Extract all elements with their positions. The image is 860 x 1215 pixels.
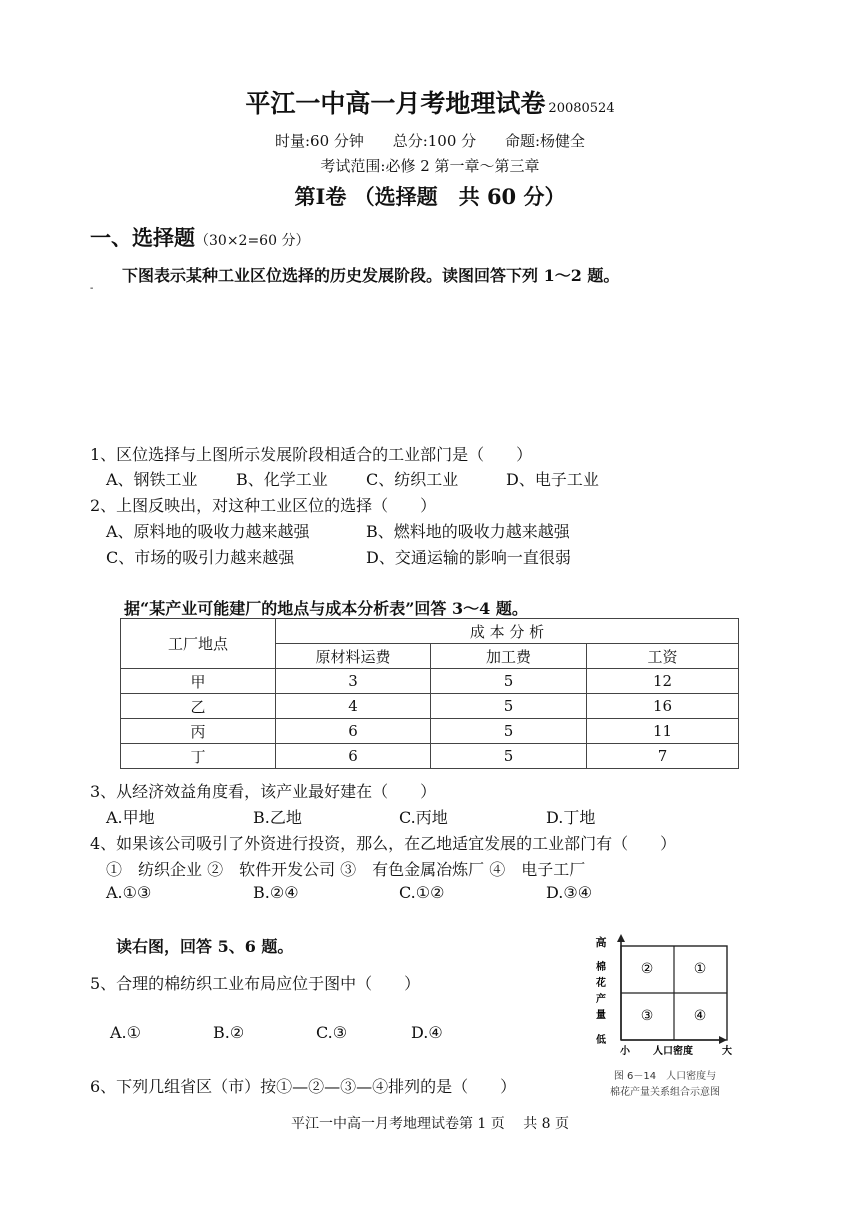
q5-option-c: C.③ (316, 1023, 348, 1042)
cell-wage: 16 (587, 694, 739, 719)
q4-option-b: B.②④ (253, 883, 299, 902)
y-label-char: 花 (596, 978, 606, 989)
exam-score: 总分:100 分 (392, 132, 477, 150)
y-label-char: 产 (596, 994, 606, 1005)
header-material: 原材料运费 (276, 644, 431, 669)
table-row (121, 719, 739, 744)
cell-wage: 11 (587, 719, 739, 744)
y-high-label: 高 (595, 936, 607, 949)
exam-author: 命题:杨健全 (504, 132, 585, 150)
intro-q5-6: 读右图，回答 5、6 题。 (116, 937, 294, 956)
cell-process: 5 (431, 719, 587, 744)
q4-stem: 4、如果该公司吸引了外资进行投资，那么，在乙地适宜发展的工业部门有（ ） (90, 834, 677, 853)
y-low-label: 低 (596, 1035, 606, 1046)
exam-meta (0, 130, 860, 151)
q4-option-c: C.①② (399, 883, 445, 902)
intro-q3-4: 据“某产业可能建厂的地点与成本分析表”回答 3～4 题。 (124, 599, 528, 618)
x-large-label: 大 (722, 1046, 732, 1057)
exam-date: 20080524 (548, 101, 615, 116)
figure-caption-line2: 棉花产量关系组合示意图 (610, 1087, 720, 1098)
intro-q1-2: 下图表示某种工业区位选择的历史发展阶段。读图回答下列 1～2 题。 (122, 266, 620, 285)
cost-analysis-table (120, 618, 739, 769)
q3-option-a: A.甲地 (106, 808, 155, 827)
header-cost: 成 本 分 析 (276, 619, 739, 644)
q1-option-a: A、钢铁工业 (106, 470, 198, 489)
header-process: 加工费 (431, 644, 587, 669)
q1-option-d: D、电子工业 (506, 470, 599, 489)
q2-stem: 2、上图反映出，对这种工业区位的选择（ ） (90, 496, 437, 515)
q4-option-d: D.③④ (546, 883, 593, 902)
part-title: 第Ⅰ卷 （选择题 共 60 分） (294, 184, 566, 209)
q5-stem: 5、合理的棉纺织工业布局应位于图中（ ） (90, 974, 421, 993)
cell-site: 乙 (121, 694, 276, 719)
q5-option-a: A.① (110, 1023, 141, 1042)
q5-option-d: D.④ (411, 1023, 443, 1042)
y-label-char: 棉 (596, 962, 606, 973)
cell-process: 5 (431, 669, 587, 694)
x-axis-label: 人口密度 (653, 1046, 693, 1057)
cell-1: ① (693, 961, 707, 977)
q3-option-c: C.丙地 (399, 808, 448, 827)
table-row (121, 694, 739, 719)
cell-process: 5 (431, 694, 587, 719)
exam-title (0, 84, 860, 120)
y-label-char: 量 (596, 1010, 606, 1021)
cell-material: 3 (276, 669, 431, 694)
figure-caption-line1: 图 6－14 人口密度与 (613, 1071, 717, 1082)
cell-4: ④ (693, 1008, 707, 1024)
cell-wage: 12 (587, 669, 739, 694)
q1-option-c: C、纺织工业 (366, 470, 459, 489)
y-axis-arrow (617, 934, 625, 942)
q2-option-d: D、交通运输的影响一直很弱 (366, 548, 571, 567)
section-heading (90, 222, 309, 252)
exam-time: 时量:60 分钟 (275, 132, 364, 150)
x-small-label: 小 (620, 1046, 630, 1057)
cell-site: 丁 (121, 744, 276, 769)
cell-wage: 7 (587, 744, 739, 769)
cell-material: 6 (276, 719, 431, 744)
section-title: 一、选择题 (90, 225, 195, 250)
section-points: （30×2=60 分） (195, 233, 310, 249)
table-row (121, 744, 739, 769)
q1-option-b: B、化学工业 (236, 470, 328, 489)
exam-scope: 考试范围:必修 2 第一章～第三章 (320, 157, 540, 175)
header-wage: 工资 (587, 644, 739, 669)
cell-site: 丙 (121, 719, 276, 744)
cell-material: 4 (276, 694, 431, 719)
q2-option-c: C、市场的吸引力越来越强 (106, 548, 295, 567)
q3-option-b: B.乙地 (253, 808, 302, 827)
cotton-density-diagram (585, 932, 745, 1102)
q6-stem: 6、下列几组省区（市）按①—②—③—④排列的是（ ） (90, 1077, 517, 1096)
q2-option-b: B、燃料地的吸收力越来越强 (366, 522, 570, 541)
title-text: 平江一中高一月考地理试卷 (245, 89, 546, 118)
header-site: 工厂地点 (121, 619, 276, 669)
page-footer: 平江一中高一月考地理试卷第 1 页 共 8 页 (290, 1116, 570, 1132)
q4-option-a: A.①③ (106, 883, 152, 902)
q2-option-a: A、原料地的吸收力越来越强 (106, 522, 310, 541)
q1-stem: 1、区位选择与上图所示发展阶段相适合的工业部门是（ ） (90, 445, 533, 464)
q4-items: ① 纺织企业 ② 软件开发公司 ③ 有色金属冶炼厂 ④ 电子工厂 (106, 860, 586, 879)
cell-process: 5 (431, 744, 587, 769)
cell-3: ③ (640, 1008, 654, 1024)
cell-material: 6 (276, 744, 431, 769)
table-header-row (121, 619, 739, 644)
q3-stem: 3、从经济效益角度看，该产业最好建在（ ） (90, 782, 437, 801)
table-row (121, 669, 739, 694)
stray-dash: - (90, 283, 94, 294)
cell-site: 甲 (121, 669, 276, 694)
q3-option-d: D.丁地 (546, 808, 596, 827)
cell-2: ② (640, 961, 654, 977)
q5-option-b: B.② (213, 1023, 245, 1042)
